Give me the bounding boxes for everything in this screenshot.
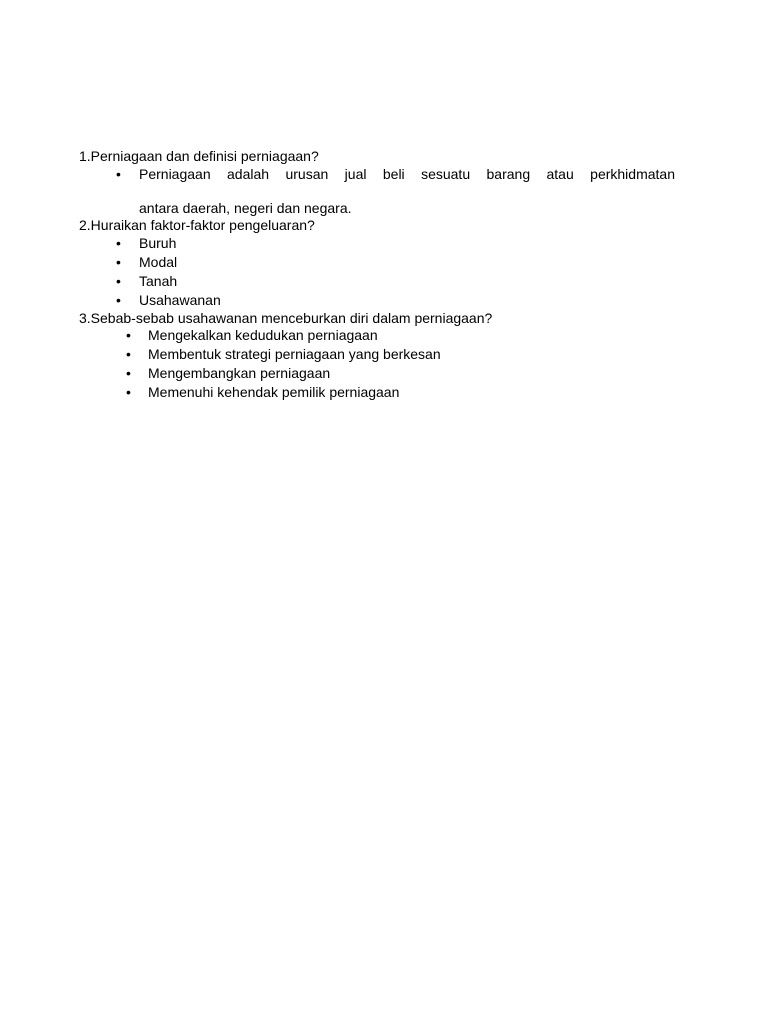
bullet-icon: • [126,346,131,362]
bullet-icon: • [116,166,121,182]
bullet-icon: • [126,327,131,343]
bullet-icon: • [116,292,121,308]
list-item-reason-3: Mengembangkan perniagaan [148,365,331,381]
list-item-tanah: Tanah [139,273,178,289]
list-item-buruh: Buruh [139,235,177,251]
list-item-reason-4: Memenuhi kehendak pemilik perniagaan [148,384,400,400]
list-item-reason-1: Mengekalkan kedudukan perniagaan [148,327,378,343]
bullet-icon: • [116,273,121,289]
list-item-modal: Modal [139,254,178,270]
definition-line-2: antara daerah, negeri dan negara. [139,200,352,216]
section-2-heading: 2.Huraikan faktor-faktor pengeluaran? [79,217,315,233]
section-3-heading: 3.Sebab-sebab usahawanan menceburkan diri dalam perniagaan? [79,310,493,326]
bullet-icon: • [116,254,121,270]
bullet-icon: • [116,235,121,251]
list-item-reason-2: Membentuk strategi perniagaan yang berkesan [148,346,441,362]
bullet-icon: • [126,384,131,400]
definition-line-1: Perniagaan adalah urusan jual beli sesuatu barang atau perkhidmatan [139,166,675,182]
bullet-icon: • [126,365,131,381]
section-1-heading: 1.Perniagaan dan definisi perniagaan? [79,148,319,164]
list-item-usahawanan: Usahawanan [139,292,221,308]
